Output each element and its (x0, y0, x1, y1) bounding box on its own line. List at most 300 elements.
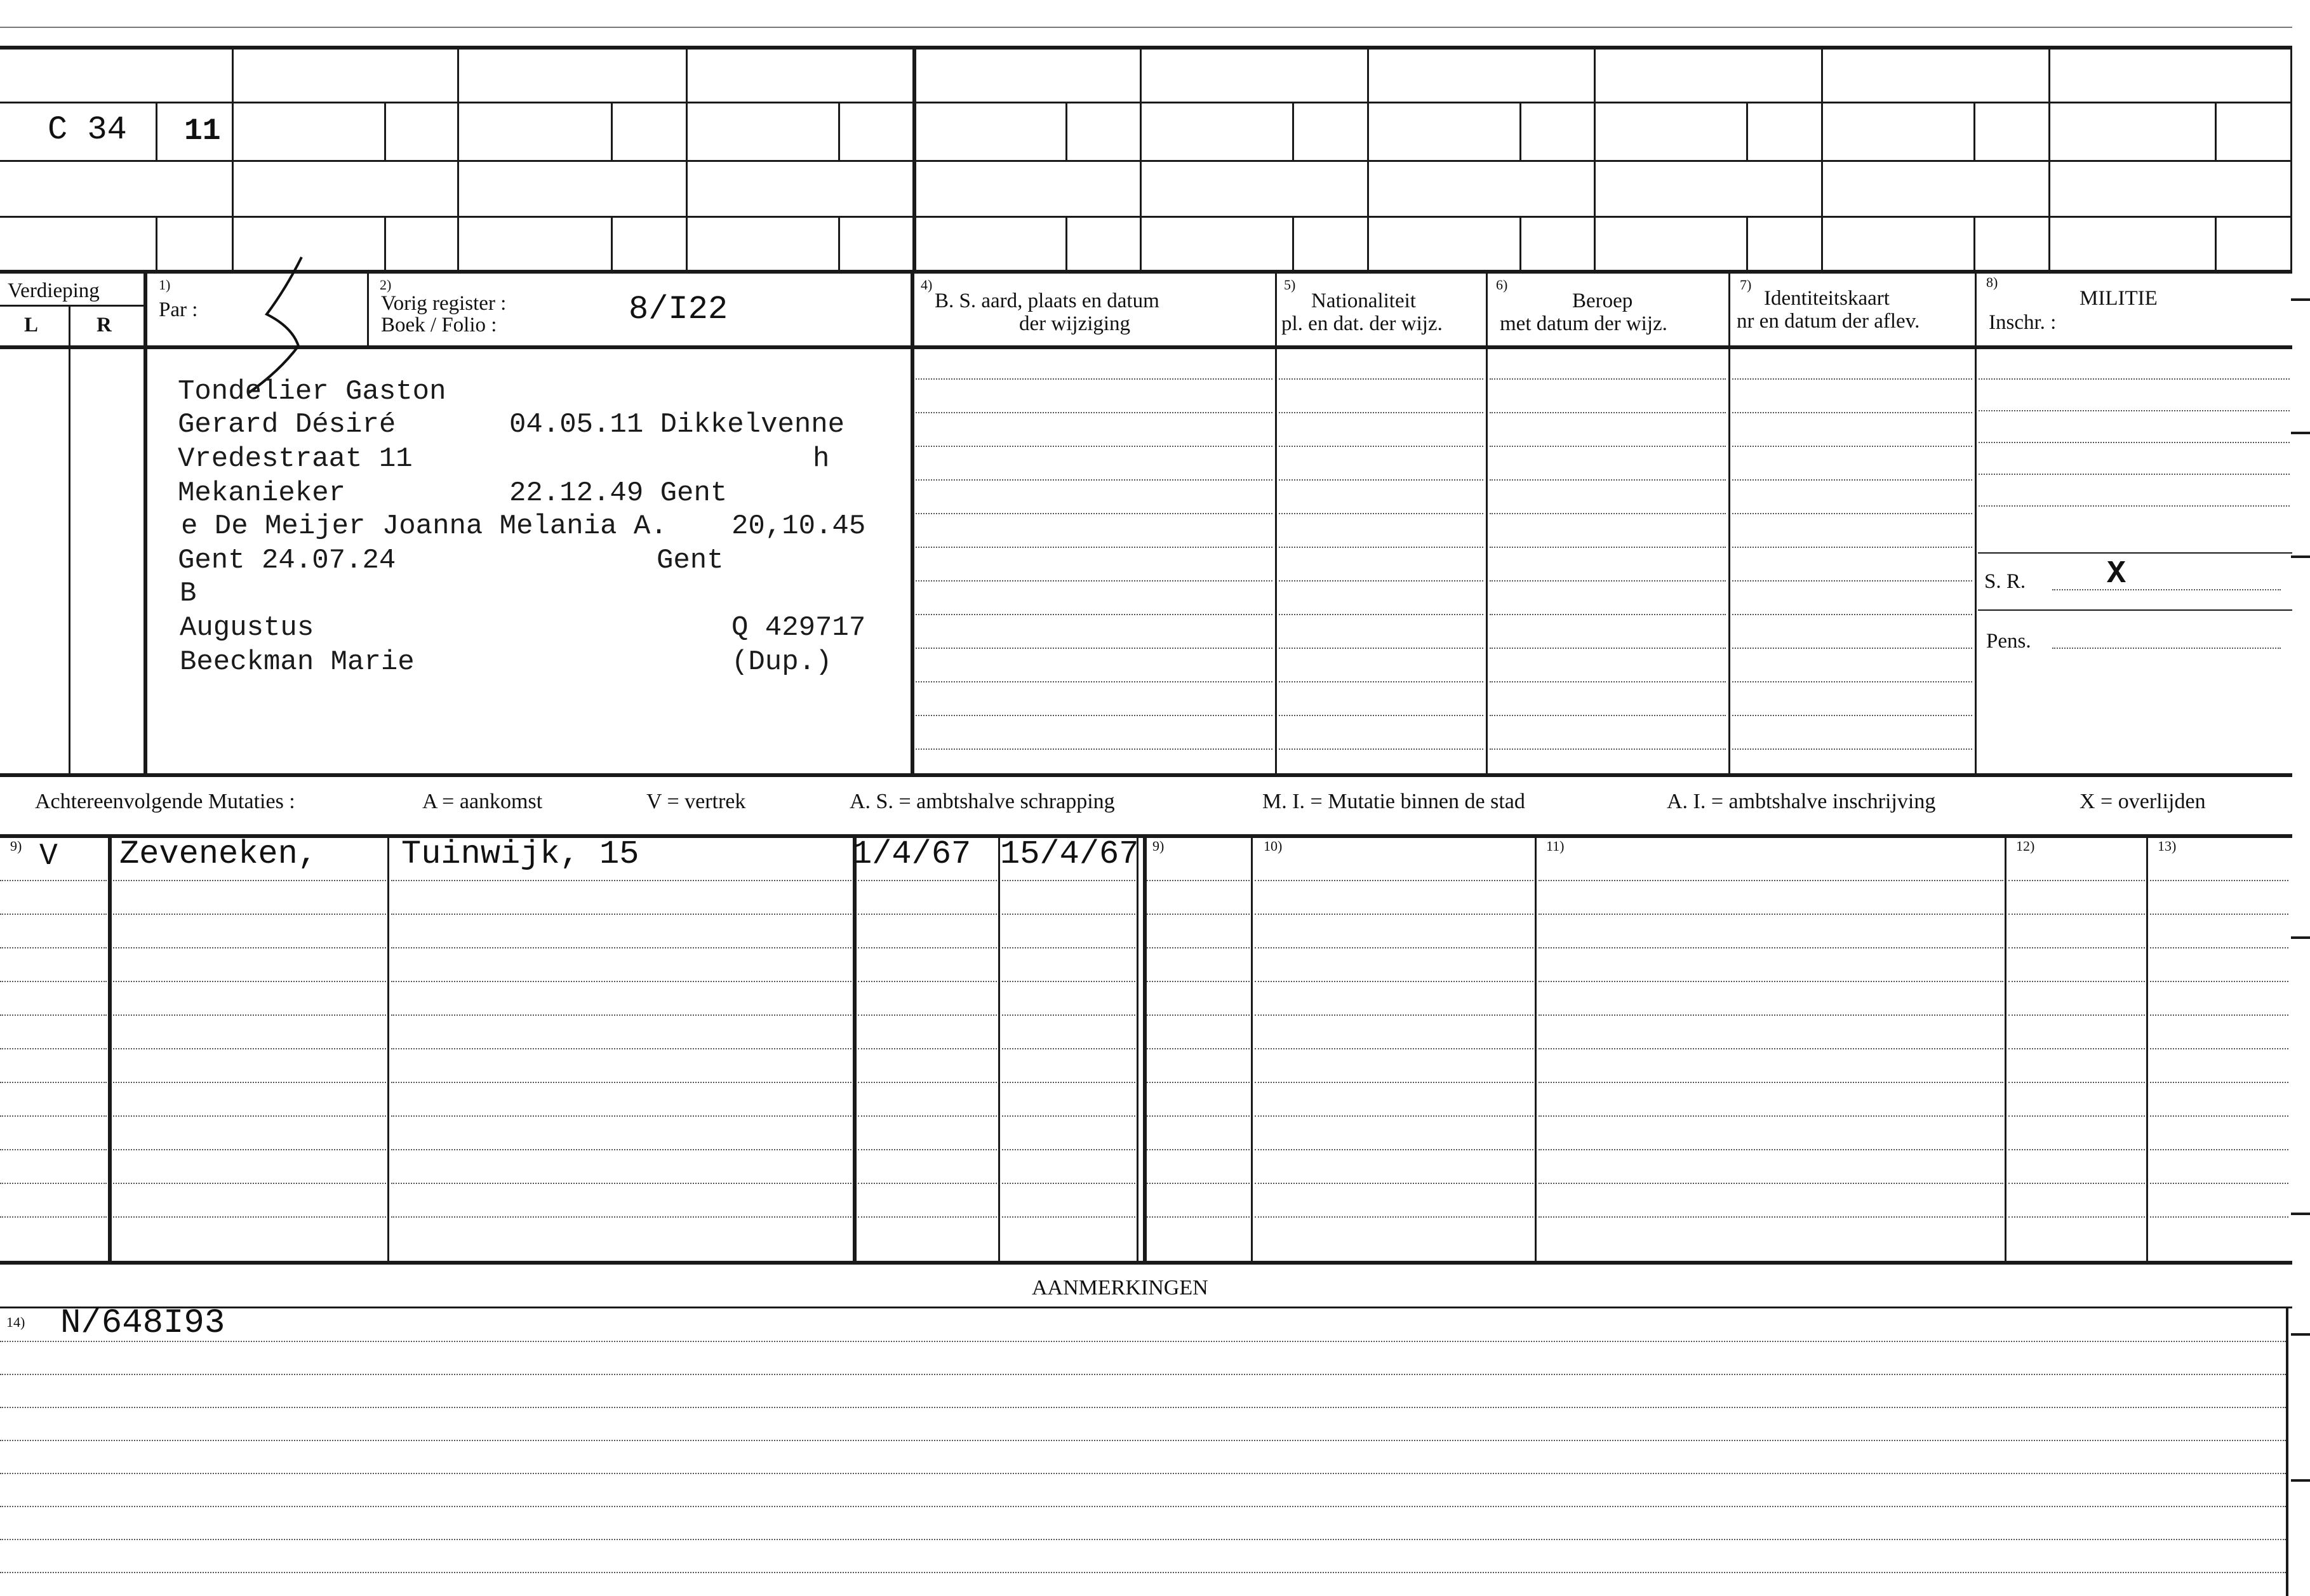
rule-line (1002, 1048, 1135, 1049)
rule-line (391, 1048, 851, 1049)
rule-line (391, 914, 851, 915)
grid-vline (232, 46, 234, 272)
rule-line (1732, 412, 1972, 413)
edge-tick (2291, 555, 2310, 558)
inschr-label: Inschr. : (1989, 311, 2057, 334)
rule-line (858, 914, 997, 915)
body-vline (1486, 272, 1488, 776)
rule-line (2008, 981, 2145, 982)
rule-line (1255, 1048, 1533, 1049)
rule-line (0, 1341, 2286, 1342)
rule-line (1490, 681, 1726, 682)
mutation-address: Tuinwijk, 15 (401, 835, 639, 873)
legend-ambtshalve-inschrijving: A. I. = ambtshalve inschrijving (1667, 790, 1936, 813)
rule-line (1539, 1082, 2003, 1083)
grid-tick (1973, 216, 1975, 272)
rule-line (858, 1183, 997, 1184)
rule-line (1002, 914, 1135, 915)
rule-line (2008, 1048, 2145, 1049)
duplicate-note: (Dup.) (731, 646, 832, 678)
rule-line (1002, 1149, 1135, 1150)
col7-subtitle: nr en datum der aflev. (1737, 310, 1920, 333)
mutation-vline (387, 834, 389, 1263)
rule-line (1279, 614, 1483, 615)
col5-number: 5) (1284, 277, 1296, 293)
mutation-col10-number: 10) (1264, 838, 1283, 854)
rule-line (1147, 1014, 1250, 1016)
spouse-place: Gent (657, 545, 724, 576)
rule-line (1539, 981, 2003, 982)
body-vline (1975, 272, 1977, 776)
rule-line (1979, 378, 2290, 380)
mutations-title: Achtereenvolgende Mutaties : (35, 790, 295, 813)
rule-line (2150, 880, 2288, 881)
rule-line (0, 914, 107, 915)
body-bottom-border (0, 773, 2292, 777)
rule-line (0, 1048, 107, 1049)
rule-line (1002, 880, 1135, 881)
rule-line (1539, 1149, 2003, 1150)
rule-line (1255, 1216, 1533, 1218)
rule-line (391, 1183, 851, 1184)
grid-tick (1746, 102, 1748, 160)
rule-line (2008, 1082, 2145, 1083)
grid-tick (1973, 102, 1975, 160)
grid-tick (1292, 216, 1294, 272)
grid-tick (156, 216, 157, 272)
mutation-place: Zeveneken, (119, 835, 318, 873)
rule-line (916, 446, 1272, 447)
rule-line (1279, 446, 1483, 447)
top-edge-line (0, 27, 2292, 28)
edge-tick (2291, 432, 2310, 434)
grid-tick (2215, 216, 2217, 272)
rule-line (1490, 580, 1726, 582)
verdieping-divider (0, 305, 146, 307)
rule-line (113, 880, 386, 881)
top-grid-border (0, 46, 2292, 50)
rule-line (1732, 547, 1972, 548)
rule-line (0, 1149, 107, 1150)
remarks-title: AANMERKINGEN (1032, 1276, 1208, 1300)
rule-line (1147, 914, 1250, 915)
mutation-date2: 15/4/67 (1000, 835, 1139, 873)
rule-line (2008, 1216, 2145, 1218)
mutation-col12-number: 12) (2016, 838, 2035, 854)
rule-line (1279, 580, 1483, 582)
rule-line (1539, 1014, 2003, 1016)
rule-line (1979, 474, 2290, 475)
rule-line (1539, 1183, 2003, 1184)
mother-name: Beeckman Marie (180, 646, 415, 678)
edge-tick (2291, 1479, 2310, 1482)
rule-line (1979, 505, 2290, 507)
edge-border (2286, 1308, 2288, 1596)
rule-line (1732, 648, 1972, 649)
rule-line (1490, 378, 1726, 380)
rule-line (1979, 410, 2290, 411)
rule-line (0, 1216, 107, 1218)
rule-line (1732, 446, 1972, 447)
col4-number: 4) (921, 277, 933, 293)
rule-line (1539, 880, 2003, 881)
rule-line (916, 479, 1272, 481)
rule-line (1732, 479, 1972, 481)
rule-line (1279, 681, 1483, 682)
rule-line (1255, 914, 1533, 915)
rule-line (391, 880, 851, 881)
rule-line (2008, 1183, 2145, 1184)
mutation-vline (2146, 834, 2148, 1263)
spouse-date: 20,10.45 (731, 510, 866, 542)
rule-line (1002, 1115, 1135, 1117)
body-vline (911, 272, 914, 776)
rule-line (391, 1115, 851, 1117)
top-grid-line (0, 216, 2292, 218)
person-other-names: Gerard Désiré (178, 409, 396, 441)
rule-line (1490, 614, 1726, 615)
rule-line (1539, 1115, 2003, 1117)
father-name: Augustus (180, 612, 314, 644)
edge-tick (2291, 1213, 2310, 1215)
col8-number: 8) (1986, 274, 1998, 290)
rule-line (2150, 1216, 2288, 1218)
rule-line (916, 547, 1272, 548)
par-label: Par : (159, 298, 198, 321)
rule-line (1147, 947, 1250, 948)
rule-line (0, 1374, 2286, 1375)
id-number: Q 429717 (731, 612, 866, 644)
sr-value: X (2107, 556, 2126, 592)
verdieping-right: R (97, 314, 112, 336)
rule-line (0, 947, 107, 948)
remarks-number: 14) (6, 1314, 25, 1330)
legend-ambtshalve-schrapping: A. S. = ambtshalve schrapping (850, 790, 1115, 813)
pens-label: Pens. (1986, 630, 2031, 653)
rule-line (2150, 1149, 2288, 1150)
header-vline (367, 272, 369, 347)
rule-line (1255, 1183, 1533, 1184)
rule-line (916, 648, 1272, 649)
legend-vertrek: V = vertrek (646, 790, 746, 813)
rule-line (916, 378, 1272, 380)
file-code: C 34 (48, 111, 127, 149)
grid-tick (1519, 216, 1521, 272)
grid-tick (384, 216, 386, 272)
rule-line (1279, 378, 1483, 380)
rule-line (391, 1149, 851, 1150)
occupation: Mekanieker (178, 477, 346, 509)
militie-title: MILITIE (2080, 287, 2158, 310)
rule-line (1002, 1216, 1135, 1218)
remarks-value: N/648I93 (60, 1304, 225, 1343)
grid-tick (1519, 102, 1521, 160)
rule-line (113, 1048, 386, 1049)
grid-tick (384, 102, 386, 160)
rule-line (1732, 715, 1972, 716)
rule-line (1002, 1014, 1135, 1016)
rule-line (1147, 1082, 1250, 1083)
verdieping-label: Verdieping (8, 279, 100, 302)
rule-line (858, 981, 997, 982)
mutation-col11-number: 11) (1546, 838, 1565, 854)
rule-line (1002, 947, 1135, 948)
grid-tick (611, 102, 613, 160)
header-top-border (0, 270, 2292, 274)
rule-line (1255, 1014, 1533, 1016)
rule-line (916, 412, 1272, 413)
pens-line (2052, 648, 2281, 649)
grid-vline (1140, 46, 1142, 272)
rule-line (1539, 1048, 2003, 1049)
rule-line (0, 1539, 2286, 1540)
rule-line (916, 513, 1272, 514)
rule-line (2150, 1014, 2288, 1016)
mutation-vline (2005, 834, 2006, 1263)
grid-tick (1065, 216, 1067, 272)
rule-line (0, 1407, 2286, 1408)
rule-line (1002, 1183, 1135, 1184)
mutation-vline (998, 834, 1000, 1263)
rule-line (858, 1149, 997, 1150)
person-surname-firstname: Tondelier Gaston (178, 376, 446, 408)
top-grid-line (0, 160, 2292, 162)
rule-line (1255, 1149, 1533, 1150)
mutation-vline (1137, 834, 1138, 1263)
rule-line (113, 947, 386, 948)
grid-vline (1821, 46, 1823, 272)
rule-line (916, 715, 1272, 716)
grid-vline (2048, 46, 2050, 272)
rule-line (1279, 748, 1483, 750)
rule-line (2150, 947, 2288, 948)
rule-line (391, 981, 851, 982)
birth-date-place: 04.05.11 Dikkelvenne (509, 409, 845, 441)
rule-line (1002, 1082, 1135, 1083)
rule-line (0, 1082, 107, 1083)
mutation-vline (1251, 834, 1253, 1263)
mutation-col9-number: 9) (10, 838, 22, 854)
rule-line (1279, 513, 1483, 514)
col5-title: Nationaliteit (1311, 289, 1416, 312)
rule-line (1147, 1115, 1250, 1117)
vorig-register-value: 8/I22 (629, 291, 728, 328)
grid-tick (611, 216, 613, 272)
rule-line (858, 1115, 997, 1117)
rule-line (1490, 479, 1726, 481)
mutation-col13-number: 13) (2158, 838, 2177, 854)
col7-title: Identiteitskaart (1764, 287, 1890, 310)
rule-line (391, 1082, 851, 1083)
mutations-bottom-border (0, 1261, 2292, 1265)
rule-line (113, 1082, 386, 1083)
rule-line (858, 880, 997, 881)
col6-subtitle: met datum der wijz. (1500, 312, 1667, 335)
rule-line (1279, 715, 1483, 716)
rule-line (1279, 547, 1483, 548)
rule-line (1979, 442, 2290, 443)
rule-line (2150, 1115, 2288, 1117)
rule-line (1732, 614, 1972, 615)
rule-line (1539, 947, 2003, 948)
rule-line (916, 681, 1272, 682)
grid-vline (1367, 46, 1369, 272)
floor-divider (69, 306, 70, 776)
rule-line (1490, 715, 1726, 716)
rule-line (916, 614, 1272, 615)
legend-mutatie-stad: M. I. = Mutatie binnen de stad (1262, 790, 1525, 813)
header-bottom-border (0, 345, 2292, 349)
rule-line (0, 981, 107, 982)
grid-vline (457, 46, 459, 272)
mutation-vline (1535, 834, 1537, 1263)
rule-line (1490, 648, 1726, 649)
rule-line (858, 947, 997, 948)
militie-divider (1978, 609, 2292, 611)
rule-line (113, 1014, 386, 1016)
rule-line (1255, 981, 1533, 982)
boek-folio-label: Boek / Folio : (381, 314, 497, 336)
rule-line (113, 1149, 386, 1150)
rule-line (1490, 748, 1726, 750)
grid-tick (1746, 216, 1748, 272)
grid-tick (1292, 102, 1294, 160)
mutation-vline (108, 834, 112, 1263)
address: Vredestraat 11 (178, 443, 413, 475)
rule-line (858, 1082, 997, 1083)
col7-number: 7) (1740, 277, 1752, 293)
rule-line (1147, 981, 1250, 982)
grid-tick (838, 216, 840, 272)
col6-title: Beroep (1572, 289, 1633, 312)
vorig-register-label: Vorig register : (381, 292, 507, 315)
rule-line (1539, 914, 2003, 915)
remarks-top-line (0, 1307, 2292, 1308)
rule-line (2008, 1014, 2145, 1016)
rule-line (0, 1014, 107, 1016)
rule-line (1002, 981, 1135, 982)
rule-line (113, 914, 386, 915)
rule-line (1279, 479, 1483, 481)
rule-line (2150, 914, 2288, 915)
nationality-code: B (180, 578, 197, 609)
mutation-date1: 1/4/67 (852, 835, 971, 873)
rule-line (1255, 1115, 1533, 1117)
rule-line (2008, 947, 2145, 948)
grid-tick (838, 102, 840, 160)
edge-tick (2291, 298, 2310, 301)
rule-line (391, 1216, 851, 1218)
rule-line (0, 1440, 2286, 1441)
rule-line (391, 947, 851, 948)
mutation-type: V (39, 839, 58, 874)
rule-line (1255, 947, 1533, 948)
par-checkmark-icon (241, 251, 317, 397)
rule-line (1490, 412, 1726, 413)
col4-title: B. S. aard, plaats en datum (935, 289, 1159, 312)
spouse: e De Meijer Joanna Melania A. (181, 510, 667, 542)
rule-line (1732, 748, 1972, 750)
rule-line (2008, 880, 2145, 881)
edge-tick (2291, 936, 2310, 939)
grid-vline (912, 46, 916, 272)
grid-vline (2290, 46, 2292, 272)
rule-line (1490, 446, 1726, 447)
col4-subtitle: der wijziging (1019, 312, 1131, 335)
grid-vline (686, 46, 688, 272)
rule-line (1279, 412, 1483, 413)
rule-line (1732, 378, 1972, 380)
legend-overlijden: X = overlijden (2080, 790, 2206, 813)
rule-line (1490, 547, 1726, 548)
rule-line (2150, 1082, 2288, 1083)
verdieping-left: L (24, 314, 39, 336)
rule-line (1147, 1048, 1250, 1049)
rule-line (2150, 1048, 2288, 1049)
rule-line (0, 1183, 107, 1184)
sr-line (2052, 589, 2281, 590)
rule-line (1147, 1216, 1250, 1218)
grid-vline (1594, 46, 1596, 272)
rule-line (1732, 681, 1972, 682)
rule-line (0, 1572, 2286, 1573)
top-grid-line (0, 102, 2292, 103)
rule-line (1255, 1082, 1533, 1083)
spouse-birth: Gent 24.07.24 (178, 545, 396, 576)
rule-line (2150, 1183, 2288, 1184)
rule-line (113, 1216, 386, 1218)
rule-line (1279, 648, 1483, 649)
col6-number: 6) (1496, 277, 1508, 293)
rule-line (1255, 880, 1533, 881)
rule-line (858, 1014, 997, 1016)
rule-line (2150, 981, 2288, 982)
col1-number: 1) (159, 277, 171, 293)
rule-line (391, 1014, 851, 1016)
rule-line (2008, 914, 2145, 915)
rule-line (858, 1048, 997, 1049)
body-vline (1275, 272, 1277, 776)
address-mark: h (813, 443, 830, 475)
sr-label: S. R. (1984, 570, 2026, 593)
rule-line (916, 580, 1272, 582)
occupation-date-place: 22.12.49 Gent (509, 477, 728, 509)
rule-line (1539, 1216, 2003, 1218)
mutation-vline (853, 834, 857, 1263)
rule-line (1732, 580, 1972, 582)
rule-line (113, 1183, 386, 1184)
grid-tick (2215, 102, 2217, 160)
rule-line (113, 981, 386, 982)
rule-line (858, 1216, 997, 1218)
rule-line (2008, 1149, 2145, 1150)
rule-line (2008, 1115, 2145, 1117)
legend-aankomst: A = aankomst (422, 790, 543, 813)
rule-line (0, 1115, 107, 1117)
file-number: 11 (184, 114, 221, 149)
rule-line (0, 880, 107, 881)
rule-line (0, 1506, 2286, 1507)
body-vline (1728, 272, 1730, 776)
rule-line (916, 748, 1272, 750)
code-divider (156, 114, 157, 160)
body-vline (144, 272, 147, 776)
militie-divider (1978, 552, 2292, 554)
rule-line (1490, 513, 1726, 514)
rule-line (1732, 513, 1972, 514)
rule-line (1147, 1183, 1250, 1184)
edge-tick (2291, 1333, 2310, 1336)
